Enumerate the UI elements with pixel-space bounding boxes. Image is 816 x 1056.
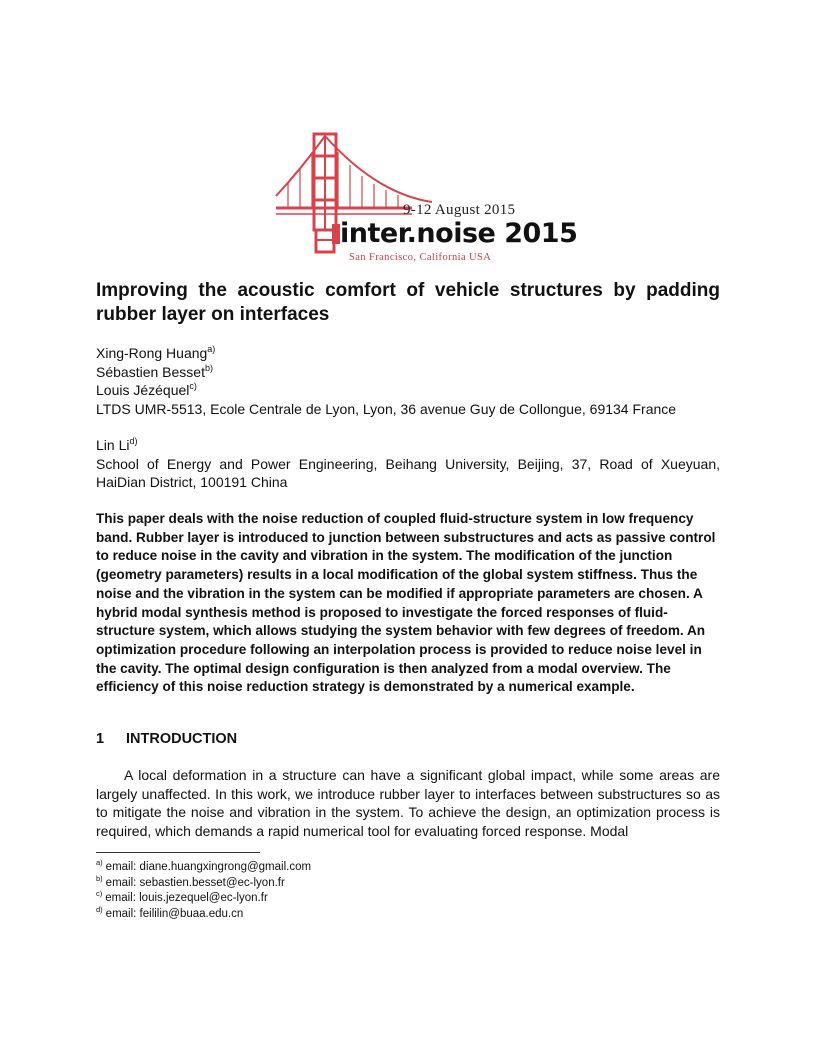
footnote-divider [96,852,260,853]
affiliation-1: LTDS UMR-5513, Ecole Centrale de Lyon, Lyon, 36 avenue Guy de Collongue, 69134 France [96,400,677,417]
author-list [96,344,720,418]
author-name: Louis Jézéquel [96,382,190,398]
author-mark: b) [204,362,213,373]
conference-brand: inter.noise 2015 [340,218,578,249]
abstract: This paper deals with the noise reduction of coupled fluid-structure system in low frequency band. Rubber layer is introduced to junction between substructures and acts as passive control to reduce noise in the cavity and vibration in the system. The modification of the junction (geometry parameters) results in a local modification of the global system stiffness. Thus the noise and the vibration in the system can be modified if appropriate parameters are chosen. A hybrid modal synthesis method is proposed to investigate the forced responses of fluid-structure system, which allows studying the system behavior with few degrees of freedom. An optimization procedure following an interpolation process is provided to reduce noise level in the cavity. The optimal design configuration is then analyzed from a modal overview. The efficiency of this noise reduction strategy is demonstrated by a numerical example. [96,511,716,695]
footnote-mark: c) [96,889,103,898]
footnote-text: email: louis.jezequel@ec-lyon.fr [105,892,268,904]
footnote-mark: a) [96,858,103,867]
footnote-mark: d) [96,904,103,914]
conference-logo [272,128,578,268]
footnote-b [96,873,311,892]
author-name: Sébastien Besset [96,363,205,380]
section-heading [96,731,237,747]
footnote-mark: b) [96,873,103,883]
footnote-text: email: sebastien.besset@ec-lyon.fr [105,876,285,889]
section-title: INTRODUCTION [126,731,238,747]
footnote-c [96,891,311,907]
footnote-d [96,904,311,923]
author-4 [96,436,720,455]
conference-date: 9-12 August 2015 [403,202,516,218]
section-number: 1 [96,731,105,747]
author-mark: d) [129,436,138,446]
author-name: Xing-Rong Huang [96,345,208,361]
footnote-a [96,860,311,876]
author-mark: c) [189,381,197,391]
footnote-text: email: feililin@buaa.edu.cn [105,907,244,920]
author-mark: a) [207,344,216,354]
footnotes [96,860,311,922]
affiliation-2: School of Energy and Power Engineering, Beihang University, Beijing, 37, Road of Xueyuan, HaiDian District, 100191 China [96,455,720,490]
author-block-2 [96,436,720,492]
paper-title: Improving the acoustic comfort of vehicle structures by padding rubber layer on interfaces [96,280,720,325]
author-1 [96,344,720,363]
author-3 [96,381,720,400]
author-2 [96,363,720,382]
intro-paragraph: A local deformation in a structure can have a significant global impact, while some areas are largely unaffected. In this work, we introduce rubber layer to interfaces between substructures so as to mitigate the noise and vibration in the system. To achieve the design, an optimization process is required, which demands a rapid numerical tool for evaluating forced response. Modal [96,767,720,839]
footnote-text: email: diane.huangxingrong@gmail.com [105,861,312,873]
author-name: Lin Li [96,437,130,453]
conference-location: San Francisco, California USA [349,252,492,263]
